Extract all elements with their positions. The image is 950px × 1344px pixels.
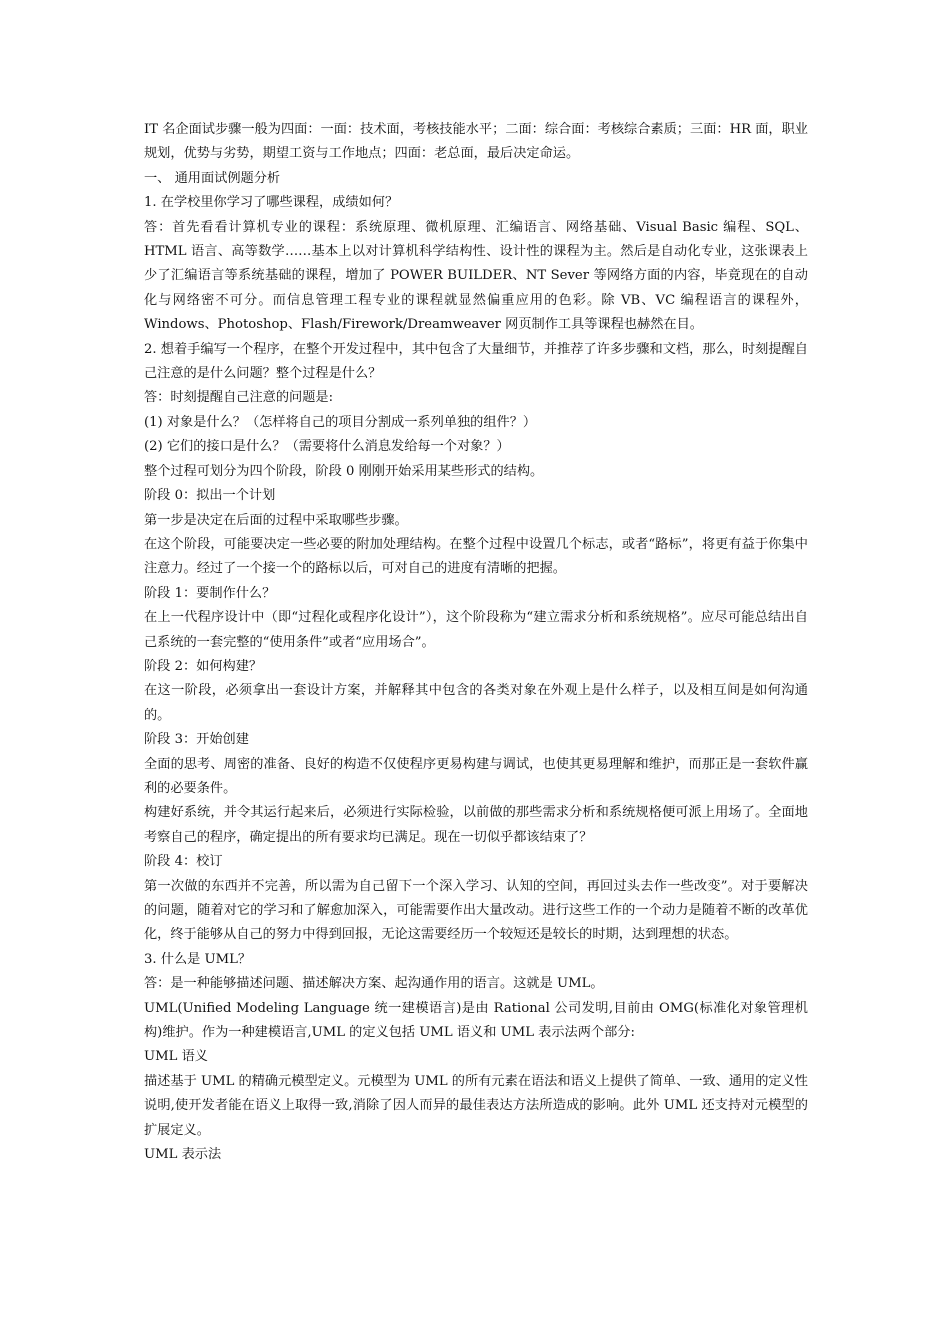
uml-definition: UML(Unified Modeling Language 统一建模语言)是由 Rational 公司发明,目前由 OMG(标准化对象管理机构)维护。作为一种建模语言,UML 的定义包括 UML 语义和 UML 表示法两个部分: [144,1000,808,1041]
stage-3-heading: 阶段 3：开始创建 [144,732,249,748]
uml-semantics-text: 描述基于 UML 的精确元模型定义。元模型为 UML 的所有元素在语法和语义上提供了简单、一致、通用的定义性说明,使开发者能在语义上取得一致,消除了因人而异的最佳表达方法所造成的影响。此外 UML 还支持对元模型的扩展定义。 [144,1073,808,1138]
document-body [144,118,808,1167]
stage-1-heading: 阶段 1：要制作什么？ [144,585,276,601]
stage-4-heading: 阶段 4：校订 [144,854,223,870]
uml-notation-heading: UML 表示法 [144,1147,222,1163]
question-2: 2. 想着手编写一个程序，在整个开发过程中，其中包含了大量细节，并推荐了许多步骤和文档，那么，时刻提醒自己注意的是什么问题？整个过程是什么？ [144,341,808,382]
answer-3: 答：是一种能够描述问题、描述解决方案、起沟通作用的语言。这就是 UML。 [144,976,604,992]
answer-2-intro: 答：时刻提醒自己注意的问题是: [144,390,334,406]
stage-4-text: 第一次做的东西并不完善，所以需为自己留下一个深入学习、认知的空间，再回过头去作一些改变”。对于要解决的问题，随着对它的学习和了解愈加深入，可能需要作出大量改动。进行这些工作的一个动力是随着不断的改革优化，终于能够从自己的努力中得到回报，无论这需要经历一个较短还是较长的时期，达到理想的状态。 [144,878,808,943]
stage-0-text-1: 第一步是决定在后面的过程中采取哪些步骤。 [144,512,408,528]
stage-0-text-2: 在这个阶段，可能要决定一些必要的附加处理结构。在整个过程中设置几个标志，或者“路标”，将更有益于你集中注意力。经过了一个接一个的路标以后，可对自己的进度有清晰的把握。 [144,536,808,577]
section-heading: 一、 通用面试例题分析 [144,170,281,186]
stage-0-heading: 阶段 0：拟出一个计划 [144,488,276,504]
intro-paragraph: IT 名企面试步骤一般为四面：一面：技术面，考核技能水平；二面：综合面：考核综合素质；三面：HR 面，职业规划，优势与劣势，期望工资与工作地点；四面：老总面，最后决定命运。 [144,122,808,162]
process-overview: 整个过程可划分为四个阶段，阶段 0 刚刚开始采用某些形式的结构。 [144,463,544,479]
answer-2-point-2: (2) 它们的接口是什么？（需要将什么消息发给每一个对象？） [144,439,510,455]
answer-1: 答：首先看看计算机专业的课程：系统原理、微机原理、汇编语言、网络基础、Visual Basic 编程、SQL、HTML 语言、高等数学……基本上以对计算机科学结构性、设计性的课程为主。然后是自动化专业，这张课表上少了汇编语言等系统基础的课程，增加了 POWER BUILDER、NT Sever 等网络方面的内容，毕竟现在的自动化与网络密不可分。而信息管理工程专业的课程就显然偏重应用的色彩。除 VB、VC 编程语言的课程外，Windows、Photoshop、Flash/Firework/Dreamweaver 网页制作工具等课程也赫然在目。 [144,219,808,333]
answer-2-point-1: (1) 对象是什么？（怎样将自己的项目分割成一系列单独的组件？） [144,414,537,430]
question-1: 1. 在学校里你学习了哪些课程，成绩如何？ [144,195,399,211]
stage-1-text: 在上一代程序设计中（即“过程化或程序化设计”），这个阶段称为“建立需求分析和系统规格”。应尽可能总结出自己系统的一套完整的“使用条件”或者“应用场合”。 [144,610,808,650]
stage-2-text: 在这一阶段，必须拿出一套设计方案，并解释其中包含的各类对象在外观上是什么样子，以及相互间是如何沟通的。 [144,683,808,723]
question-3: 3. 什么是 UML？ [144,951,252,967]
uml-semantics-heading: UML 语义 [144,1049,208,1065]
stage-2-heading: 阶段 2：如何构建？ [144,658,263,674]
stage-3-text-1: 全面的思考、周密的准备、良好的构造不仅使程序更易构建与调试，也使其更易理解和维护，而那正是一套软件赢利的必要条件。 [144,756,808,796]
stage-3-text-2: 构建好系统，并令其运行起来后，必须进行实际检验，以前做的那些需求分析和系统规格便可派上用场了。全面地考察自己的程序，确定提出的所有要求均已满足。现在一切似乎都该结束了？ [144,805,808,845]
